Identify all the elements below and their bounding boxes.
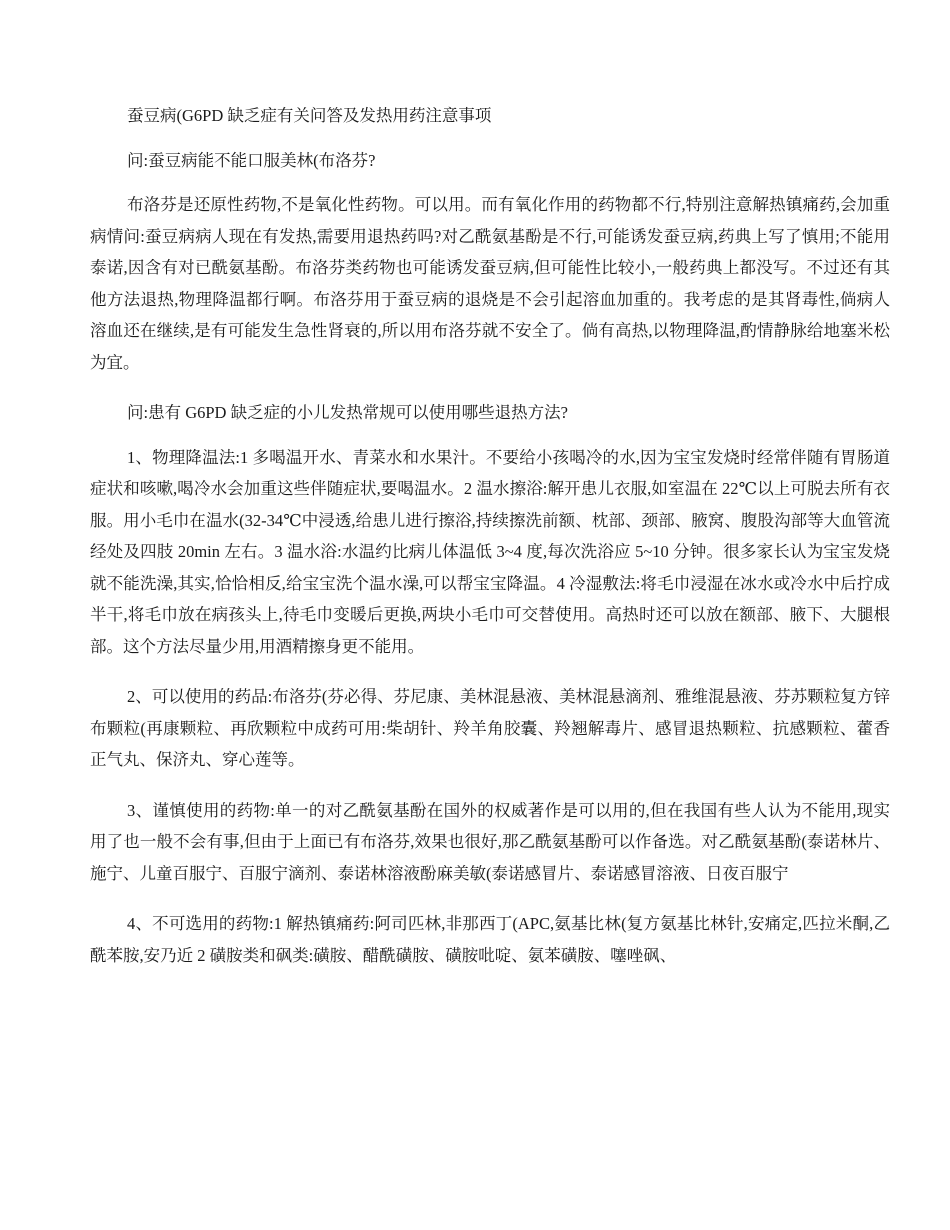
question-1: 问:蚕豆病能不能口服美林(布洛芬? [127, 150, 376, 170]
section-usable-drugs: 2、可以使用的药品:布洛芬(芬必得、芬尼康、美林混悬液、美林混悬滴剂、雅维混悬液、芬苏颗粒复方锌布颗粒(再康颗粒、再欣颗粒中成药可用:柴胡针、羚羊角胶囊、羚翘解毒片、感冒退热颗粒、抗感颗粒、藿香正气丸、保济丸、穿心莲等。 [90, 687, 890, 769]
document-title: 蚕豆病(G6PD 缺乏症有关问答及发热用药注意事项 [127, 106, 492, 125]
section-physical-cooling: 1、物理降温法:1 多喝温开水、青菜水和水果汁。不要给小孩喝冷的水,因为宝宝发烧时经常伴随有胃肠道症状和咳嗽,喝冷水会加重这些伴随症状,要喝温水。2 温水擦浴:解开患儿衣服,如室温在 22℃以上可脱去所有衣服。用小毛巾在温水(32-34℃中浸透,给患儿进行擦浴,持续擦洗前额、枕部、颈部、腋窝、腹股沟部等大血管流经处及四肢 20min 左右。3 温水浴:水温约比病儿体温低 3~4 度,每次洗浴应 5~10 分钟。很多家长认为宝宝发烧就不能洗澡,其实,恰恰相反,给宝宝洗个温水澡,可以帮宝宝降温。4 冷湿敷法:将毛巾浸湿在冰水或冷水中后拧成半干,将毛巾放在病孩头上,待毛巾变暖后更换,两块小毛巾可交替使用。高热时还可以放在额部、腋下、大腿根部。这个方法尽量少用,用酒精擦身更不能用。 [90, 447, 890, 656]
section-caution-drugs: 3、谨慎使用的药物:单一的对乙酰氨基酚在国外的权威著作是可以用的,但在我国有些人认为不能用,现实用了也一般不会有事,但由于上面已有布洛芬,效果也很好,那乙酰氨基酚可以作备选。对乙酰氨基酚(泰诺林片、施宁、儿童百服宁、百服宁滴剂、泰诺林溶液酚麻美敏(泰诺感冒片、泰诺感冒溶液、日夜百服宁 [90, 800, 890, 883]
section-forbidden-drugs: 4、不可选用的药物:1 解热镇痛药:阿司匹林,非那西丁(APC,氨基比林(复方氨基比林针,安痛定,匹拉米酮,乙酰苯胺,安乃近 2 磺胺类和砜类:磺胺、醋酰磺胺、磺胺吡啶、氨苯磺胺、噻唑砜、 [90, 914, 890, 965]
question-2: 问:患有 G6PD 缺乏症的小儿发热常规可以使用哪些退热方法? [127, 403, 568, 422]
answer-1: 布洛芬是还原性药物,不是氧化性药物。可以用。而有氧化作用的药物都不行,特别注意解热镇痛药,会加重病情问:蚕豆病病人现在有发热,需要用退热药吗?对乙酰氨基酚是不行,可能诱发蚕豆病,药典上写了慎用;不能用泰诺,因含有对已酰氨基酚。布洛芬类药物也可能诱发蚕豆病,但可能性比较小,一般药典上都没写。不过还有其他方法退热,物理降温都行啊。布洛芬用于蚕豆病的退烧是不会引起溶血加重的。我考虑的是其肾毒性,倘病人溶血还在继续,是有可能发生急性肾衰的,所以用布洛芬就不安全了。倘有高热,以物理降温,酌情静脉给地塞米松为宜。 [90, 195, 891, 372]
